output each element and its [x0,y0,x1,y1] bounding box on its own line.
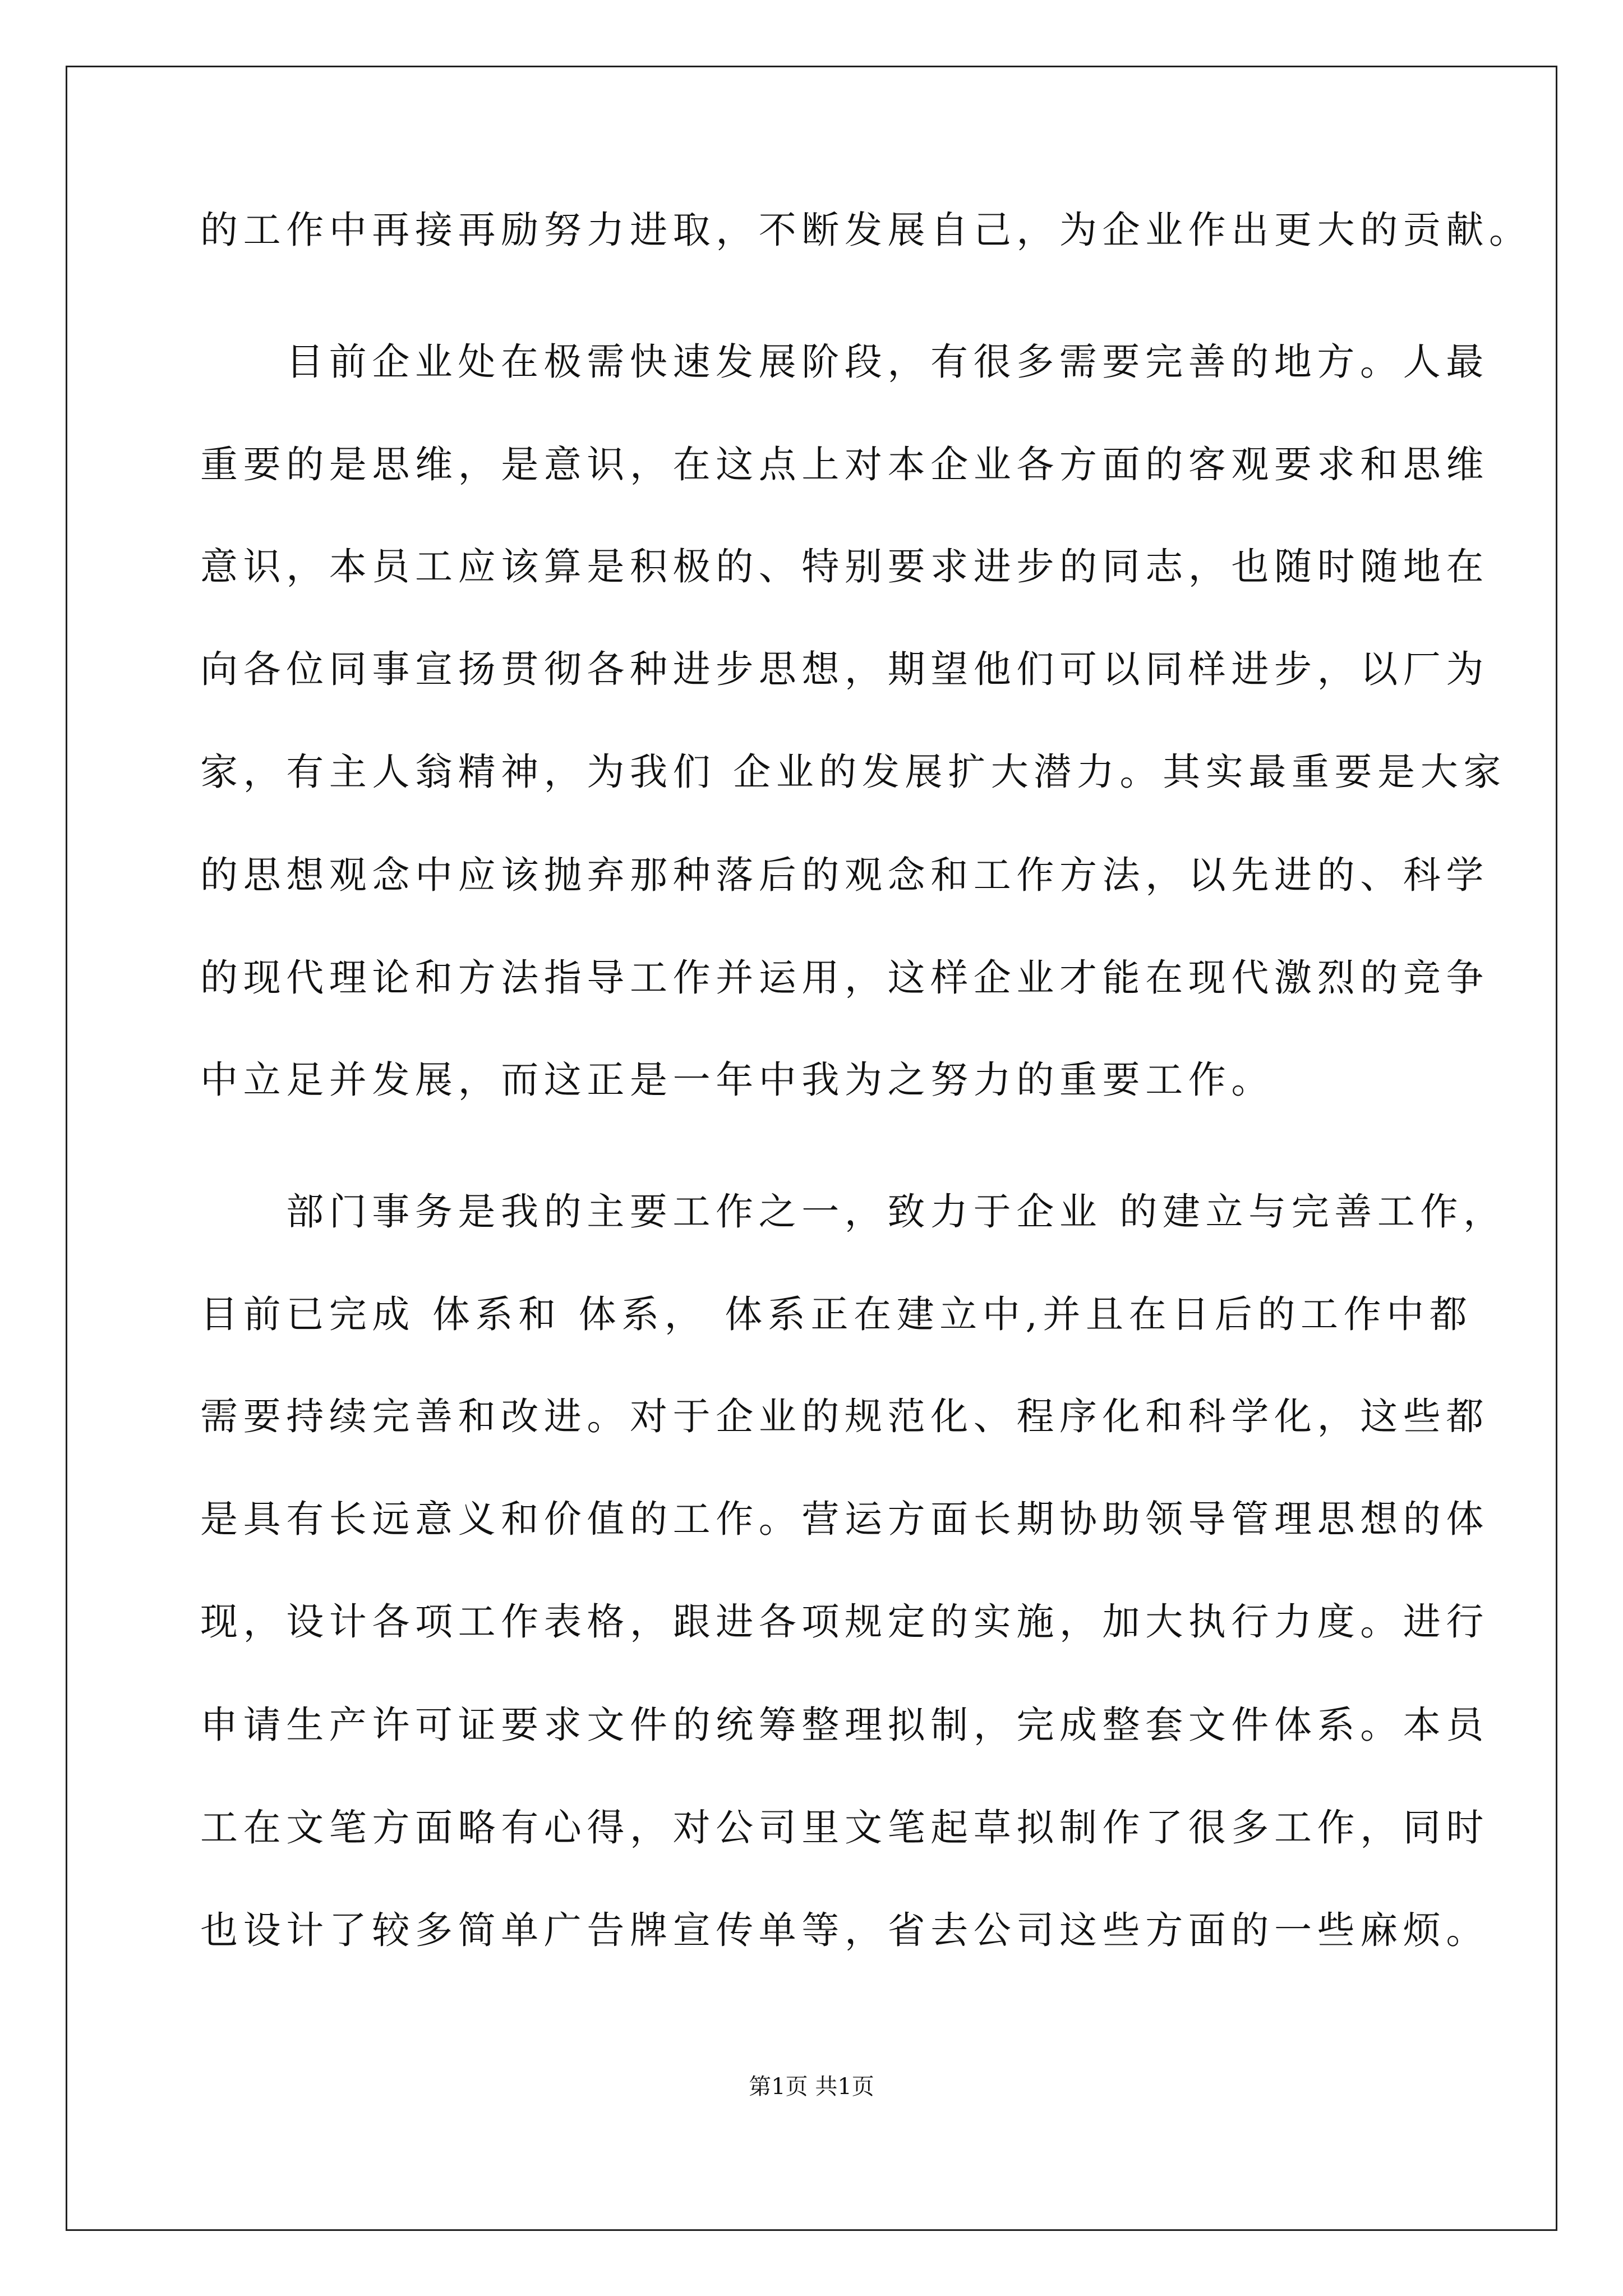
paragraph-line: 申请生产许可证要求文件的统筹整理拟制，完成整套文件体系。本员 [200,1703,1489,1747]
paragraph-line: 家，有主人翁精神，为我们 企业的发展扩大潜力。其实最重要是大家 [200,750,1506,794]
paragraph-line: 是具有长远意义和价值的工作。营运方面长期协助领导管理思想的体 [200,1497,1489,1541]
paragraph-line: 重要的是思维，是意识，在这点上对本企业各方面的客观要求和思维 [200,443,1489,486]
paragraph-line: 目前已完成 体系和 体系， 体系正在建立中,并且在日后的工作中都 [200,1292,1473,1336]
paragraph-line: 需要持续完善和改进。对于企业的规范化、程序化和科学化，这些都 [200,1395,1489,1438]
paragraph-line: 意识，本员工应该算是积极的、特别要求进步的同志，也随时随地在 [200,545,1489,588]
paragraph-line: 的工作中再接再励努力进取，不断发展自己，为企业作出更大的贡献。 [200,208,1532,252]
paragraph-line: 现，设计各项工作表格，跟进各项规定的实施，加大执行力度。进行 [200,1600,1489,1644]
paragraph-line: 的现代理论和方法指导工作并运用，这样企业才能在现代激烈的竞争 [200,956,1489,1000]
paragraph-line: 向各位同事宣扬贯彻各种进步思想，期望他们可以同样进步，以厂为 [200,647,1489,691]
paragraph-line: 中立足并发展，而这正是一年中我为之努力的重要工作。 [200,1058,1274,1102]
paragraph-line: 部门事务是我的主要工作之一，致力于企业 的建立与完善工作， [286,1190,1506,1234]
paragraph-line: 目前企业处在极需快速发展阶段，有很多需要完善的地方。人最 [286,340,1489,384]
page-footer: 第1页 共1页 [749,2074,874,2100]
paragraph-line: 的思想观念中应该抛弃那种落后的观念和工作方法，以先进的、科学 [200,853,1489,897]
paragraph-line: 也设计了较多简单广告牌宣传单等，省去公司这些方面的一些麻烦。 [200,1908,1489,1952]
paragraph-line: 工在文笔方面略有心得，对公司里文笔起草拟制作了很多工作，同时 [200,1806,1489,1849]
